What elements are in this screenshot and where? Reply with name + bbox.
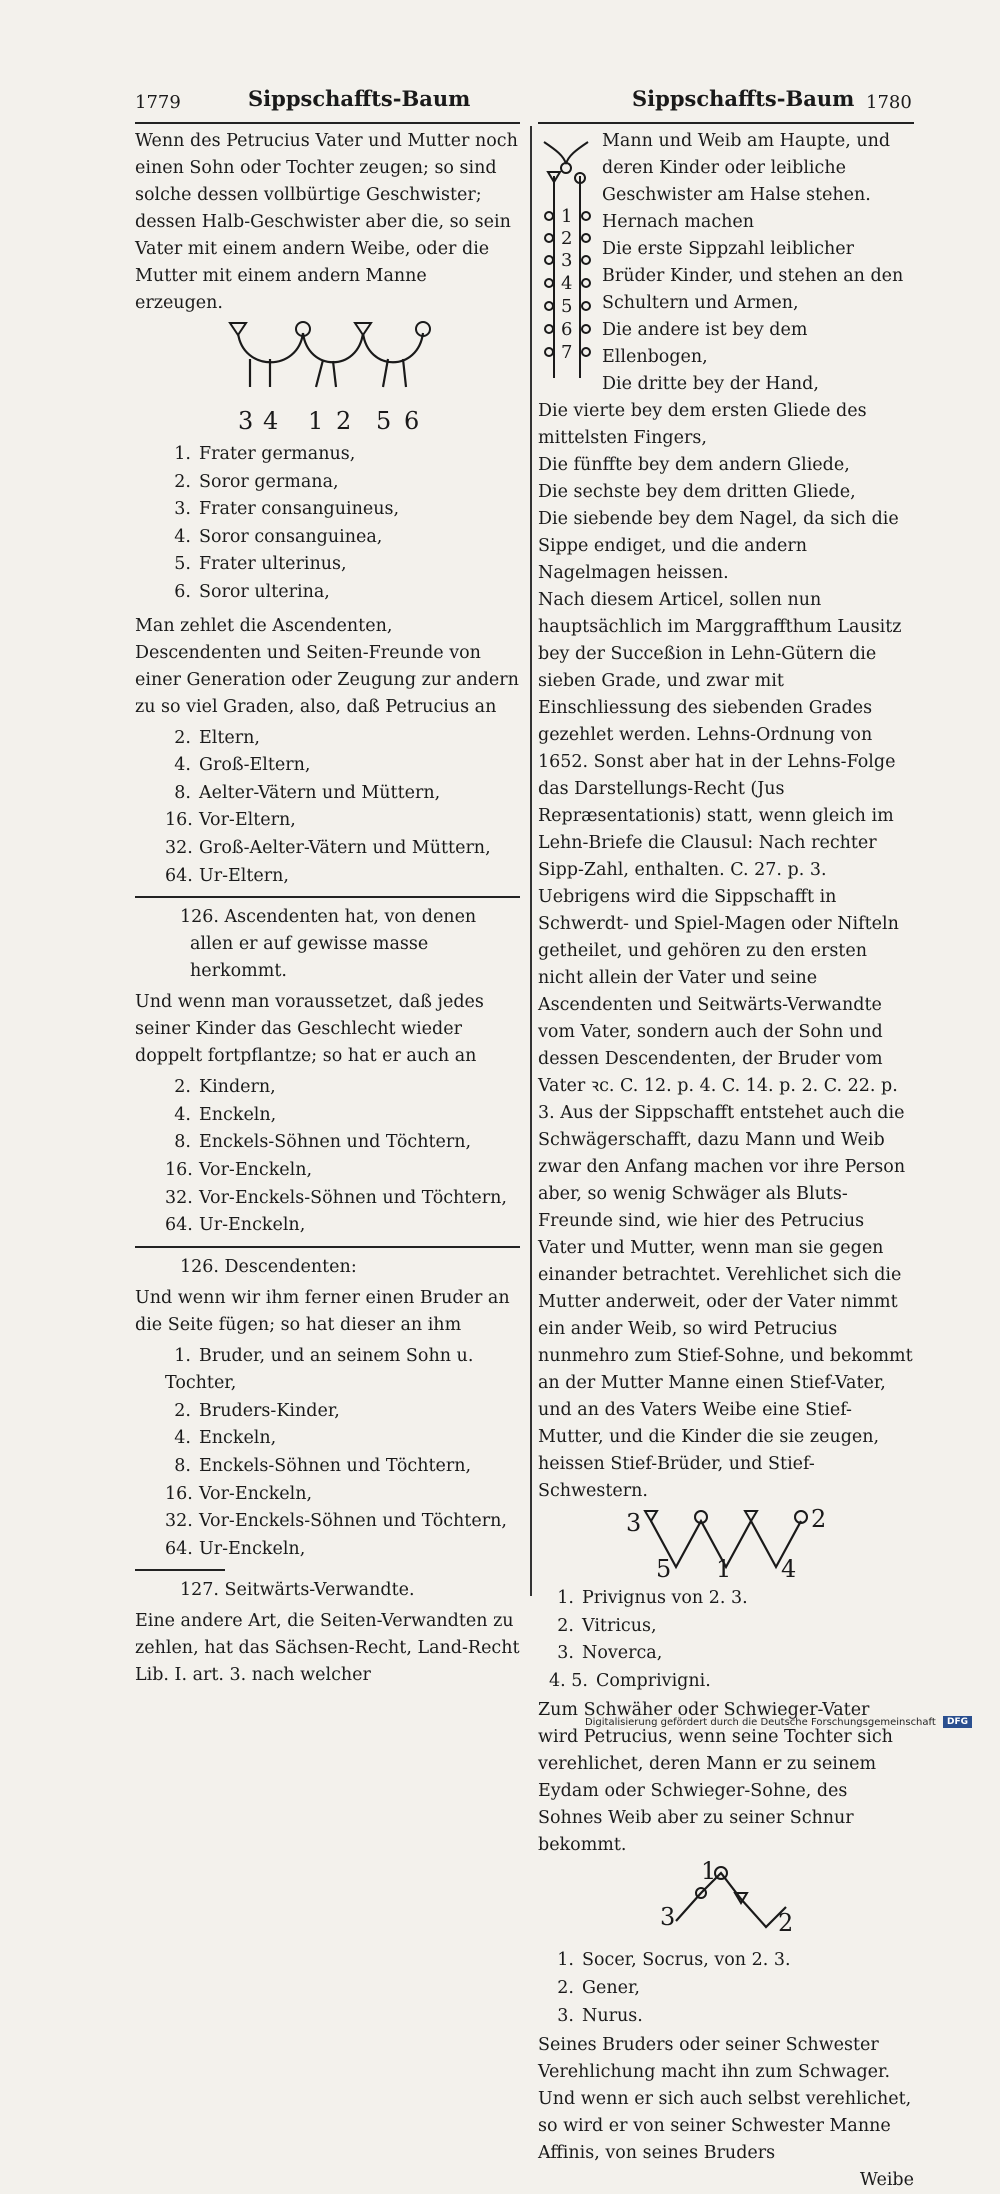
catchword: Weibe — [859, 2170, 914, 2191]
degree-6: Die sechste bey dem dritten Gliede, — [538, 482, 856, 502]
list-item: 1. Frater germanus, — [174, 444, 356, 464]
sum-rule — [135, 1569, 225, 1571]
fig2-label: 1 — [716, 1555, 732, 1583]
list-item: 64. Ur-Enckeln, — [165, 1538, 306, 1559]
left-running-title: Sippschaffts-Baum — [248, 86, 471, 111]
intro-paragraph: Wenn des Petrucius Vater und Mutter noch einen Sohn oder Tochter zeugen; so sind solche dessen vollbürtige Geschwister; dessen Halb-Geschwister aber die, so sein Vater mit einem andern Weibe, oder die Mutter mit einem andern Manne erzeugen. — [135, 131, 518, 313]
ladder-label: 5 — [561, 296, 573, 317]
list-item: 6. Soror ulterina, — [174, 581, 330, 602]
ascendants-intro: Man zehlet die Ascendenten, Descendenten und Seiten-Freunde von einer Generation oder Zeugung zur andern zu so viel Graden, also, daß Petrucius an — [135, 615, 519, 717]
right-running-title: Sippschaffts-Baum — [632, 86, 855, 111]
in-law-list — [548, 1947, 914, 2030]
descendants-intro: Und wenn man voraussetzet, daß jedes seiner Kinder das Geschlecht wieder doppelt fortpflantze; so hat er auch an — [135, 992, 484, 1067]
ladder-label: 4 — [561, 273, 573, 294]
dfg-logo: DFG — [943, 1716, 972, 1728]
list-item: 4. 5. Comprivigni. — [549, 1670, 711, 1691]
list-item: 4. Groß-Eltern, — [174, 755, 311, 776]
right-page-number: 1780 — [866, 92, 912, 113]
step-list — [548, 1585, 914, 1695]
list-item: 4. Soror consanguinea, — [174, 526, 383, 547]
ladder-label: 6 — [561, 319, 573, 340]
succession-paragraph: Nach diesem Articel, sollen nun hauptsächlich im Marggraffthum Lausitz bey der Succeßion in Lehn-Gütern die sieben Grade, und zwar mit Einschliessung des siebenden Grades gezehlet werden. Lehns-Ordnung von 1652. Sonst aber hat in der Lehns-Folge das Darstellungs-Recht (Jus Repræsentationis) statt, wenn gleich im Lehn-Briefe die Clausul: Nach rechter Sipp-Zahl, enthalten. C. 27. p. 3. Uebrigens wird die Sippschafft in Schwerdt- und Spiel-Magen oder Nifteln getheilet, und gehören zu den ersten nicht allein der Vater und seine Ascendenten und Seitwärts-Verwandte vom Vater, sondern auch der Sohn und dessen Descendenten, der Bruder vom Vater ꝛc. C. 12. p. 4. C. 14. p. 2. C. 22. p. 3. Aus der Sippschafft entstehet auch die Schwägerschafft, dazu Mann und Weib zwar den Anfang machen vor ihre Person aber, so wenig Schwäger als Bluts-Freunde sind, wie hier des Petrucius Vater und Mutter, wenn man sie gegen einander betrachtet. Verehlichet sich die Mutter anderweit, oder der Vater nimmt ein ander Weib, so wird Petrucius nunmehro zum Stief-Sohne, und bekommt an der Mutter Manne einen Stief-Vater, und an des Vaters Weibe eine Stief-Mutter, und die Kinder die sie zeugen, heissen Stief-Brüder, und Stief-Schwestern. — [538, 590, 913, 1501]
head-neck-text: Mann und Weib am Haupte, und deren Kinder oder leibliche Geschwister am Halse stehen. Hernach machen — [602, 131, 891, 232]
list-item: 5. Frater ulterinus, — [174, 554, 347, 575]
list-item: 32. Groß-Aelter-Vätern und Müttern, — [165, 837, 491, 858]
list-item: 16. Vor-Eltern, — [165, 810, 296, 831]
schwager-paragraph: Seines Bruders oder seiner Schwester Verehlichung macht ihn zum Schwager. Und wenn er sich auch selbst verehlichet, so wird er von seiner Schwester Manne Affinis, von seines Bruders — [538, 2035, 912, 2164]
list-item: 64. Ur-Eltern, — [165, 865, 289, 886]
fig2-label: 3 — [626, 1509, 642, 1537]
descendants-list — [165, 1074, 520, 1240]
fig1-label: 5 — [375, 407, 391, 435]
list-item: 16. Vor-Enckeln, — [165, 1159, 313, 1180]
degree-1: Die erste Sippzahl leiblicher Brüder Kinder, und stehen an den Schultern und Armen, — [602, 239, 904, 313]
ascendants-summary: 126. Ascendenten hat, von denen allen er auf gewisse masse herkommt. — [180, 907, 477, 982]
list-item: 2. Eltern, — [174, 727, 260, 748]
list-item: 32. Vor-Enckels-Söhnen und Töchtern, — [165, 1511, 507, 1532]
fig1-label: 3 — [237, 407, 253, 435]
list-item: 2. Gener, — [557, 1977, 640, 1998]
collateral-summary: 127. Seitwärts-Verwandte. — [180, 1580, 415, 1601]
list-item: 4. Enckeln, — [174, 1428, 277, 1449]
in-law-diagram — [646, 1859, 806, 1947]
fig1-label: 2 — [335, 407, 351, 435]
ladder-label: 1 — [561, 206, 573, 227]
sum-rule — [135, 896, 520, 898]
ladder-label: 7 — [561, 342, 573, 363]
ladder-label: 3 — [561, 250, 573, 271]
list-item: 4. Enckeln, — [174, 1104, 277, 1125]
list-item: 3. Noverca, — [557, 1643, 663, 1664]
list-item: 1. Socer, Socrus, von 2. 3. — [557, 1950, 791, 1971]
digitization-credit — [0, 1716, 972, 1728]
list-item: 1. Privignus von 2. 3. — [557, 1588, 748, 1608]
fig3-label: 1 — [701, 1859, 717, 1886]
half-sibling-diagram — [208, 317, 448, 435]
list-item: 8. Enckels-Söhnen und Töchtern, — [174, 1132, 472, 1153]
list-item: 64. Ur-Enckeln, — [165, 1215, 306, 1236]
list-item: 3. Frater consanguineus, — [174, 499, 400, 520]
list-item: 16. Vor-Enckeln, — [165, 1483, 313, 1504]
sibling-list — [165, 441, 520, 607]
list-item: 2. Bruders-Kinder, — [174, 1400, 340, 1421]
sippzahl-ladder-diagram — [538, 128, 596, 396]
ladder-block — [538, 128, 914, 587]
left-header-rule — [135, 122, 520, 124]
credit-text: Digitalisierung gefördert durch die Deutsche Forschungsgemeinschaft — [584, 1717, 936, 1728]
fig1-label: 4 — [262, 407, 278, 435]
closing-paragraph: Eine andere Art, die Seiten-Verwandten zu zehlen, hat das Sächsen-Recht, Land-Recht Lib. I. art. 3. nach welcher — [135, 1611, 520, 1686]
ladder-label: 2 — [561, 228, 573, 249]
list-item: 2. Soror germana, — [174, 471, 339, 492]
fig1-label: 6 — [403, 407, 419, 435]
left-column — [135, 128, 520, 1689]
right-header-rule — [538, 122, 914, 124]
sum-rule — [135, 1246, 520, 1248]
fig3-label: 3 — [660, 1903, 676, 1932]
degree-7: Die siebende bey dem Nagel, da sich die Sippe endiget, und die andern Nagelmagen heissen. — [538, 509, 899, 583]
degree-2: Die andere ist bey dem Ellenbogen, — [602, 320, 808, 367]
list-item: 32. Vor-Enckels-Söhnen und Töchtern, — [165, 1187, 507, 1208]
list-item: 1. Bruder, und an seinem Sohn u. Tochter, — [165, 1345, 474, 1394]
fig2-label: 5 — [656, 1555, 672, 1583]
step-family-diagram — [616, 1505, 836, 1583]
list-item: 8. Enckels-Söhnen und Töchtern, — [174, 1456, 472, 1477]
fig2-label: 4 — [781, 1555, 797, 1583]
brother-intro: Und wenn wir ihm ferner einen Bruder an die Seite fügen; so hat dieser an ihm — [135, 1287, 510, 1335]
ascendants-list — [165, 725, 520, 891]
list-item: 3. Nurus. — [557, 2005, 643, 2026]
degree-4: Die vierte bey dem ersten Gliede des mittelsten Fingers, — [538, 401, 867, 448]
fig2-label: 2 — [811, 1505, 827, 1533]
degree-5: Die fünffte bey dem andern Gliede, — [538, 455, 850, 475]
descendants-summary: 126. Descendenten: — [180, 1256, 357, 1277]
fig3-label: 2 — [778, 1909, 794, 1938]
list-item: 2. Kindern, — [174, 1077, 276, 1098]
brother-list — [165, 1343, 520, 1564]
degree-3: Die dritte bey der Hand, — [602, 374, 819, 394]
column-divider — [530, 126, 532, 1596]
schwieger-paragraph: Zum Schwäher oder Schwieger-Vater wird Petrucius, wenn seine Tochter sich verehlichet, deren Mann er zu seinem Eydam oder Schwieger-Sohne, des Sohnes Weib aber zu seiner Schnur bekommt. — [538, 1700, 893, 1856]
right-column — [538, 128, 914, 2194]
left-page-number: 1779 — [135, 92, 181, 113]
fig1-label: 1 — [307, 407, 323, 435]
list-item: 8. Aelter-Vätern und Müttern, — [174, 782, 441, 803]
list-item: 2. Vitricus, — [557, 1615, 657, 1636]
